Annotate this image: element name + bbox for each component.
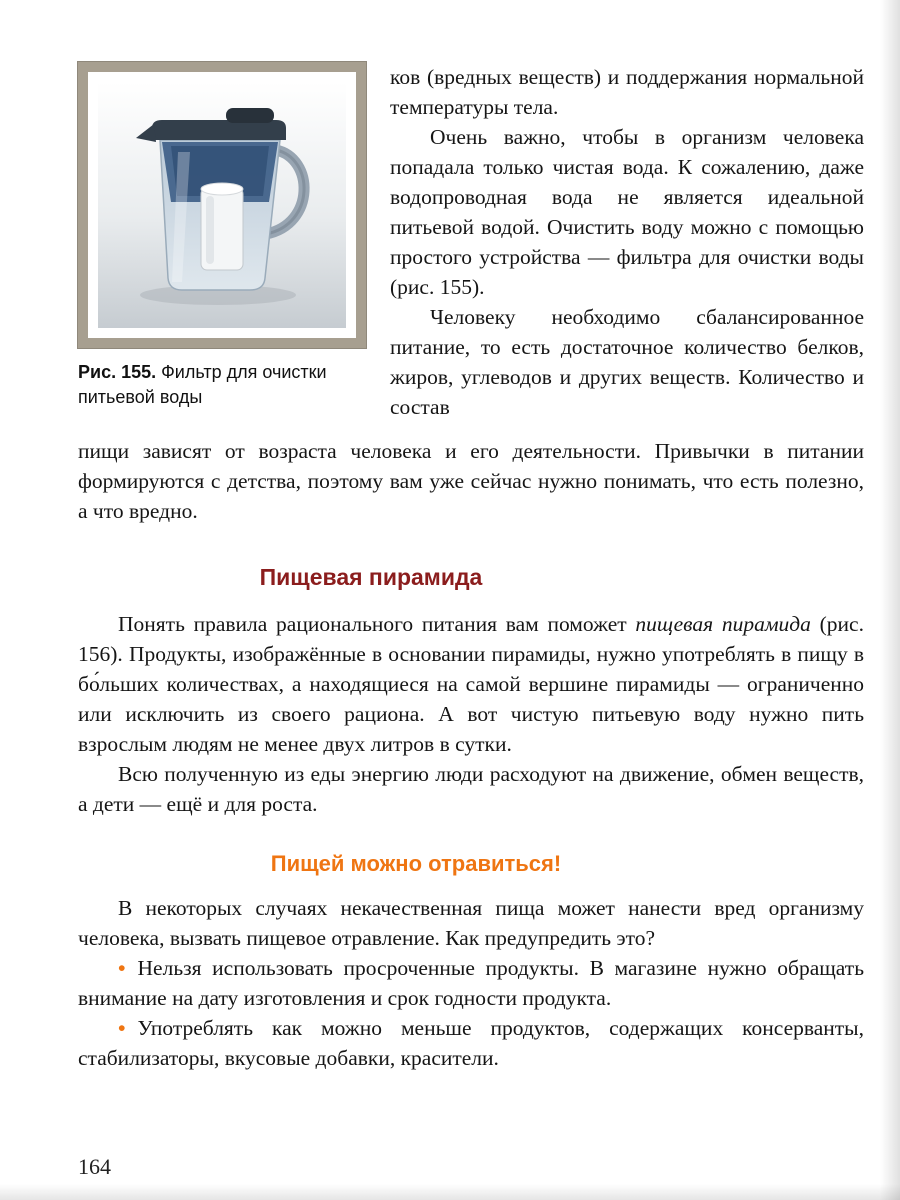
intro-text-column [390, 62, 864, 422]
bullet-item-preservatives [78, 1013, 864, 1073]
paragraph-clean-water: Очень важно, чтобы в организм человека попадала только чистая вода. К сожалению, даже водопроводная вода не является идеальной питьевой водой. Очистить воду можно с помощью простого устройства — фильтра для очистки воды (рис. 155). [390, 125, 864, 299]
water-filter-photo [98, 82, 346, 328]
figure-caption-text: Фильтр для очистки питьевой воды [78, 362, 327, 407]
top-section [78, 62, 864, 422]
pyramid-text-start: Понять правила рационального питания вам поможет [118, 612, 636, 636]
paragraph-poisoning-intro: В некоторых случаях некачественная пища может нанести вред организму человека, вызвать пищевое отравление. Как предупредить это? [78, 896, 864, 950]
figure-155 [78, 62, 366, 422]
bullet-dot-icon: • [118, 1016, 126, 1040]
figure-frame [78, 62, 366, 348]
paragraph-diet-continued: пищи зависят от возраста человека и его деятельности. Привычки в питании формируются с детства, поэтому вам уже сейчас нужно понимать, что есть полезно, а что вредно. [78, 439, 864, 523]
bullet-text-preservatives: Употреблять как можно меньше продуктов, содержащих консерванты, стабилизаторы, вкусовые добавки, красители. [78, 1016, 864, 1070]
figure-caption [78, 360, 328, 410]
heading-food-poisoning: Пищей можно отравиться! [270, 851, 562, 876]
pyramid-term-italic: пищевая пирамида [635, 612, 811, 636]
paragraph-energy: Всю полученную из еды энергию люди расходуют на движение, обмен веществ, а дети — ещё и для роста. [78, 762, 864, 816]
pitcher-lid-knob [226, 108, 274, 123]
filter-cartridge-shade [206, 196, 214, 264]
paragraph-balanced-diet: Человеку необходимо сбалансированное питание, то есть достаточное количество белков, жиров, углеводов и других веществ. Количество и состав [390, 305, 864, 419]
heading-food-pyramid: Пищевая пирамида [259, 564, 483, 590]
bullet-text-expired: Нельзя использовать просроченные продукты. В магазине нужно обращать внимание на дату изготовления и срок годности продукта. [78, 956, 864, 1010]
figure-caption-label: Рис. 155. [78, 362, 157, 382]
bullet-dot-icon: • [118, 956, 126, 980]
bullet-item-expired [78, 953, 864, 1013]
paragraph-pyramid [78, 609, 864, 759]
paragraph-continuation: ков (вредных веществ) и поддержания нормальной температуры тела. [390, 65, 864, 119]
pyramid-text-end: (рис. 156). Продукты, изображённые в основании пирамиды, нужно употреблять в пищу в бо́льших количествах, а находящиеся на самой вершине пирамиды — ограниченно или исключить из своего рациона. А вот чистую питьевую воду нужно пить взрослым людям не менее двух литров в сутки. [78, 612, 864, 756]
filter-cartridge-top [201, 183, 243, 195]
page-number: 164 [78, 1154, 111, 1179]
